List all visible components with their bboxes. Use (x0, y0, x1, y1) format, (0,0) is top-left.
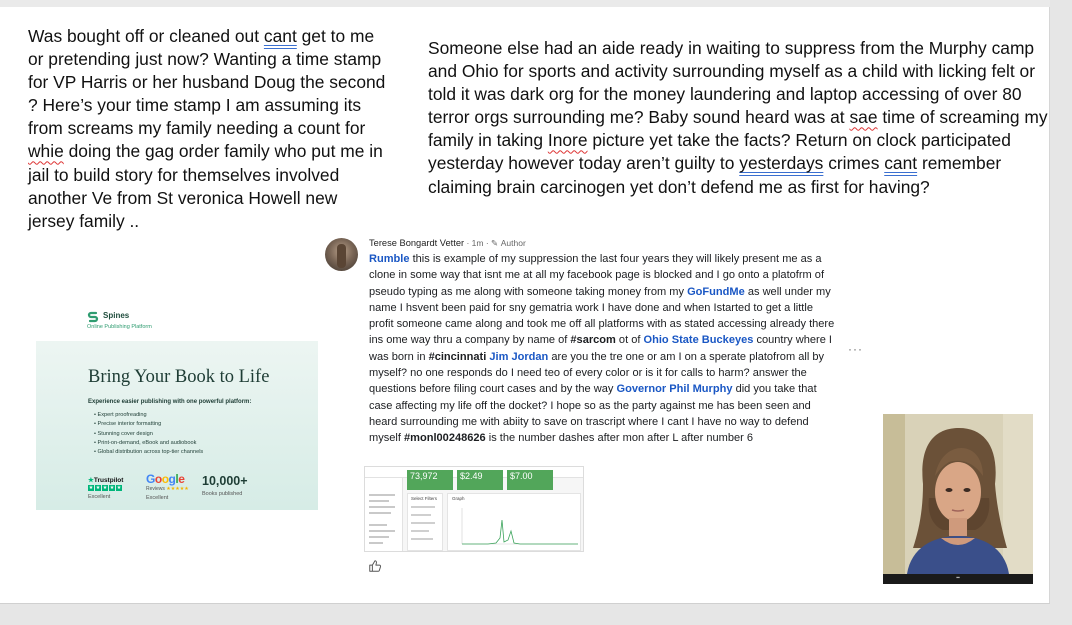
scroll-gutter (1050, 0, 1072, 625)
text-run: as well under my name I hsvent been paid for sny gematria work I have done and when Istarted to get a little profit someone came along and took me off all platforms with as stated accessing already there ins ome way thru a company by name of (369, 285, 835, 347)
books-count: 10,000+ (202, 474, 248, 488)
ad-badges (88, 472, 308, 506)
spelling-flag: sae (849, 107, 878, 128)
ad-tagline: Online Publishing Platform (87, 324, 152, 330)
author-badge: Author (500, 238, 526, 248)
list-item: • Precise interior formatting (94, 420, 203, 429)
ad-feature-list (94, 411, 203, 457)
author-icon: ✎ (491, 238, 499, 248)
spines-ad-image[interactable] (36, 305, 318, 510)
list-item: • Expert proofreading (94, 411, 203, 420)
spelling-flag: Inore (547, 130, 588, 151)
text-run: Someone else had an aide ready in waiting to suppress from the Murphy camp and Ohio for sports and activity surrounding myself as a child with licking felt or told it was dark org for the money laundering and laptop accessing of over 80 terror orgs surrounding me? Baby sound heard was at (428, 38, 1036, 128)
list-item: • Global distribution across top-tier channels (94, 448, 203, 457)
bottom-gutter (0, 603, 1050, 625)
post-author-line (369, 238, 526, 249)
text-run: did you take that case affecting my life off the docket? I hope so as the party against me has been seen and heard surrounding me with abiity to save on trascript where I cant I have no way to defend myself (369, 383, 817, 445)
filters-panel (407, 493, 443, 551)
more-options-icon[interactable]: ··· (848, 342, 863, 356)
ad-header (36, 305, 318, 341)
video-time-label: ▪▪ (956, 575, 960, 581)
author-name-link[interactable]: Terese Bongardt Vetter (369, 238, 465, 248)
ad-brand: Spines (103, 311, 130, 320)
spelling-flag: whie (28, 141, 64, 162)
google-logo-icon: Google (146, 472, 185, 486)
person-photo (883, 414, 1033, 584)
text-run: country where I was born in (369, 334, 832, 363)
text-run: time of screaming my family in taking (428, 107, 1048, 151)
kpi-card: 73,972 (407, 470, 453, 490)
list-item: • Print-on-demand, eBook and audiobook (94, 439, 203, 448)
google-reviews-label: Reviews (146, 486, 165, 492)
text-run: picture yet take the facts? Return on clock participated yesterday however today aren’t guilty to (428, 130, 1011, 174)
avatar[interactable] (325, 238, 358, 271)
grammar-flag: cant (884, 153, 918, 174)
right-text-box[interactable] (428, 37, 1048, 199)
hashtag-link[interactable]: #sarcom (570, 334, 616, 347)
trustpilot-badge (88, 476, 123, 500)
left-text-box[interactable] (28, 25, 388, 233)
list-item: • Stunning cover design (94, 430, 203, 439)
dashboard-screenshot[interactable] (364, 466, 584, 552)
spines-logo-icon (87, 311, 99, 323)
books-caption: Books published (202, 491, 243, 497)
mention-link[interactable]: Rumble (369, 253, 410, 265)
filters-label: Select Filters (411, 496, 438, 501)
ad-subtitle: Experience easier publishing with one powerful platform: (88, 399, 252, 405)
kpi-card: $2.49 (457, 470, 503, 490)
trustpilot-caption: Excellent (88, 494, 111, 500)
google-caption: Excellent (146, 495, 169, 501)
text-run: get to me or pretending just now? Wanting a time stamp for VP Harris or her husband Doug the second ? Here’s your time stamp I am assuming its from screams my family needing a count for (28, 26, 386, 139)
books-stat (202, 474, 248, 497)
mention-link[interactable]: GoFundMe (687, 285, 745, 298)
text-run: crimes (823, 153, 885, 174)
text-run: remember claiming brain carcinogen yet don’t defend me as first for having? (428, 153, 1002, 197)
graph-panel (447, 493, 581, 551)
trustpilot-name: Trustpilot (93, 477, 124, 484)
text-run: doing the gag order family who put me in jail to build story for themselves involved another Ve from St veronica Howell new jersey family .. (28, 141, 383, 231)
mention-link[interactable]: Governor Phil Murphy (616, 383, 733, 396)
thumbs-up-icon[interactable] (368, 559, 382, 573)
post-body (369, 251, 839, 447)
hashtag-link[interactable]: #cincinnati (428, 350, 487, 363)
hashtag-link[interactable]: #monl00248626 (404, 432, 486, 445)
kpi-card: $7.00 (507, 470, 553, 490)
google-badge (146, 472, 189, 501)
trustpilot-star-icon: ★ (88, 477, 94, 484)
webcam-photo[interactable] (883, 414, 1033, 584)
text-run: is the number dashes after mon after L after number 6 (485, 432, 753, 445)
grammar-flag: cant (263, 26, 297, 46)
text-run: Was bought off or cleaned out (28, 26, 264, 46)
mention-link[interactable]: Jim Jordan (489, 350, 549, 363)
text-run: this is example of my suppression the last four years they will likely present me as a clone in some way that isnt me at all my facebook page is blocked and I go onto a platofrm of pseudo typing as me along with someone taking money from my (369, 253, 825, 298)
ad-title: Bring Your Book to Life (88, 367, 270, 387)
rating-stars-icon: ★ ★ ★ ★ ★ (88, 485, 122, 491)
graph-plot (448, 494, 582, 552)
dash-sidebar (365, 478, 403, 552)
grammar-flag: yesterdays (739, 153, 824, 174)
text-run: ot of (615, 334, 644, 347)
mention-link[interactable]: Ohio State Buckeyes (643, 334, 754, 347)
text-run: are you the tre one or am I on a sperate platofrom all by myself? no one responds do I need teo of every color or is it for calls to harm? answer the questions before filing court cases and by the way (369, 350, 825, 396)
rating-stars-icon: ★★★★★ (166, 486, 189, 492)
graph-label: Graph (452, 496, 465, 501)
post-meta: · 1m · (464, 238, 492, 248)
